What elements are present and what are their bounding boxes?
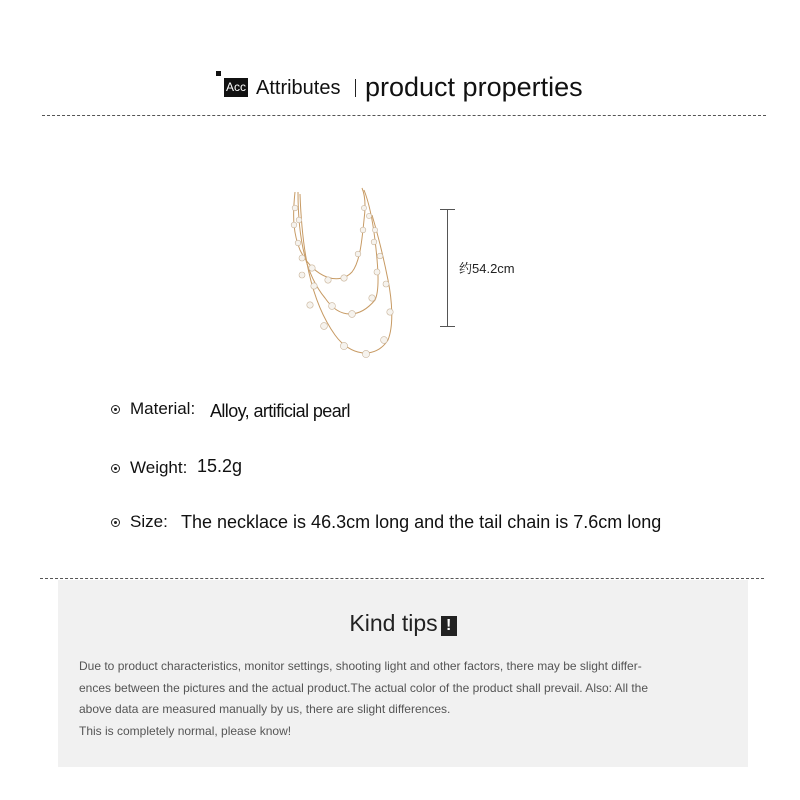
spec-value: Alloy, artificial pearl <box>210 401 350 421</box>
spec-row-weight <box>0 454 800 484</box>
header-attributes-label: Attributes <box>256 77 341 99</box>
spec-label: Size: <box>130 512 168 531</box>
page-title: product properties <box>365 72 583 102</box>
tips-title <box>58 610 748 637</box>
spec-label: Weight: <box>130 458 188 477</box>
tips-line: ences between the pictures and the actual product.The actual color of the product shall prevail. Also: All the <box>79 680 649 695</box>
spec-label: Material: <box>130 399 196 418</box>
bullet-icon <box>111 405 120 414</box>
spec-value: The necklace is 46.3cm long and the tail chain is 7.6cm long <box>181 512 662 532</box>
exclamation-icon: ! <box>441 616 457 636</box>
header-dot <box>216 71 221 76</box>
tips-line: Due to product characteristics, monitor settings, shooting light and other factors, there may be slight differ- <box>79 659 642 673</box>
length-ruler <box>438 209 458 327</box>
pearl-necklace-image <box>280 180 410 370</box>
spec-row-size <box>0 510 800 540</box>
header-separator <box>355 79 356 97</box>
spec-row-material <box>0 396 800 426</box>
divider-middle <box>40 578 764 579</box>
ruler-line <box>447 209 448 327</box>
spec-value: 15.2g <box>197 456 243 476</box>
section-header <box>0 66 800 106</box>
bullet-icon <box>111 464 120 473</box>
length-label: 约54.2cm <box>459 261 515 276</box>
header-badge: Acc <box>224 78 248 97</box>
bullet-icon <box>111 518 120 527</box>
ruler-bottom-cap <box>440 326 455 327</box>
kind-tips-panel <box>58 580 748 767</box>
tips-line: This is completely normal, please know! <box>79 723 292 738</box>
tips-line: above data are measured manually by us, there are slight differences. <box>79 702 451 716</box>
divider-top <box>42 115 766 116</box>
tips-title-text: Kind tips <box>349 610 438 636</box>
tips-body <box>79 656 739 742</box>
